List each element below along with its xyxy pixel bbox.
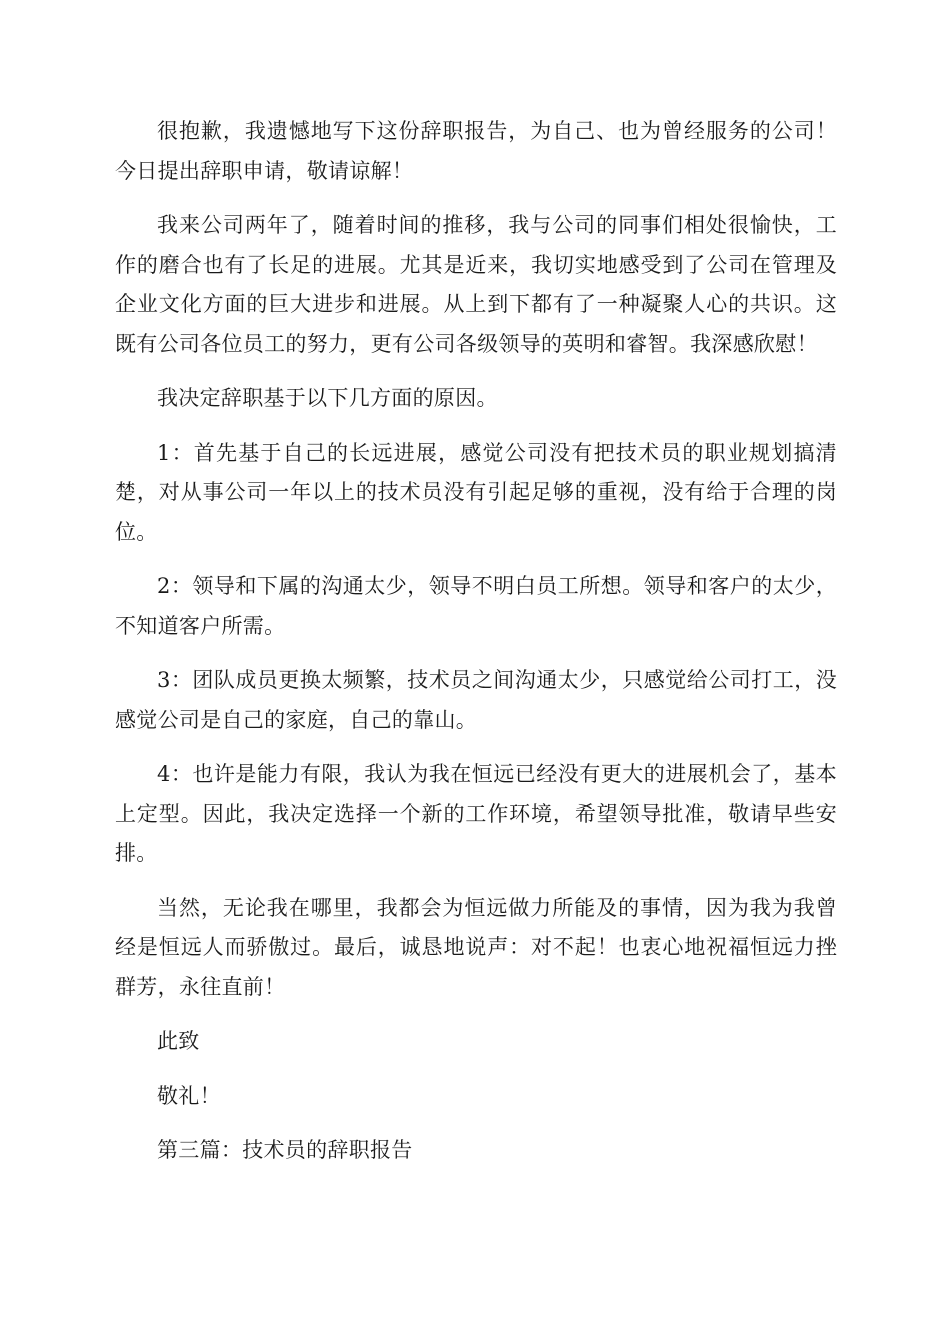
paragraph-reason-3: 3：团队成员更换太频繁，技术员之间沟通太少，只感觉给公司打工，没感觉公司是自己的家庭，自己的靠山。 — [115, 668, 837, 732]
section-heading: 第三篇：技术员的辞职报告 — [157, 1138, 413, 1162]
salutation-cizhi: 此致 — [157, 1029, 200, 1053]
salutation-jingli: 敬礼！ — [157, 1083, 221, 1108]
paragraph-reasons-intro: 我决定辞职基于以下几方面的原因。 — [157, 386, 498, 410]
document-body — [115, 112, 837, 1186]
paragraph-closing: 当然，无论我在哪里，我都会为恒远做力所能及的事情，因为我为我曾经是恒远人而骄傲过。最后，诚恳地说声：对不起！也衷心地祝福恒远力挫群芳，永往直前！ — [115, 895, 837, 999]
paragraph-apology: 很抱歉，我遗憾地写下这份辞职报告，为自己、也为曾经服务的公司！今日提出辞职申请，敬请谅解！ — [115, 119, 837, 183]
paragraph-reason-4: 4：也许是能力有限，我认为我在恒远已经没有更大的进展机会了，基本上定型。因此，我决定选择一个新的工作环境，希望领导批准，敬请早些安排。 — [115, 762, 837, 865]
paragraph-reason-1: 1：首先基于自己的长远进展，感觉公司没有把技术员的职业规划搞清楚，对从事公司一年以上的技术员没有引起足够的重视，没有给于合理的岗位。 — [115, 440, 837, 544]
paragraph-background: 我来公司两年了，随着时间的推移，我与公司的同事们相处很愉快，工作的磨合也有了长足的进展。尤其是近来，我切实地感受到了公司在管理及企业文化方面的巨大进步和进展。从上到下都有了一种凝聚人心的共识。这既有公司各位员工的努力，更有公司各级领导的英明和睿智。我深感欣慰！ — [115, 213, 837, 356]
paragraph-reason-2: 2：领导和下属的沟通太少，领导不明白员工所想。领导和客户的太少，不知道客户所需。 — [115, 574, 837, 638]
